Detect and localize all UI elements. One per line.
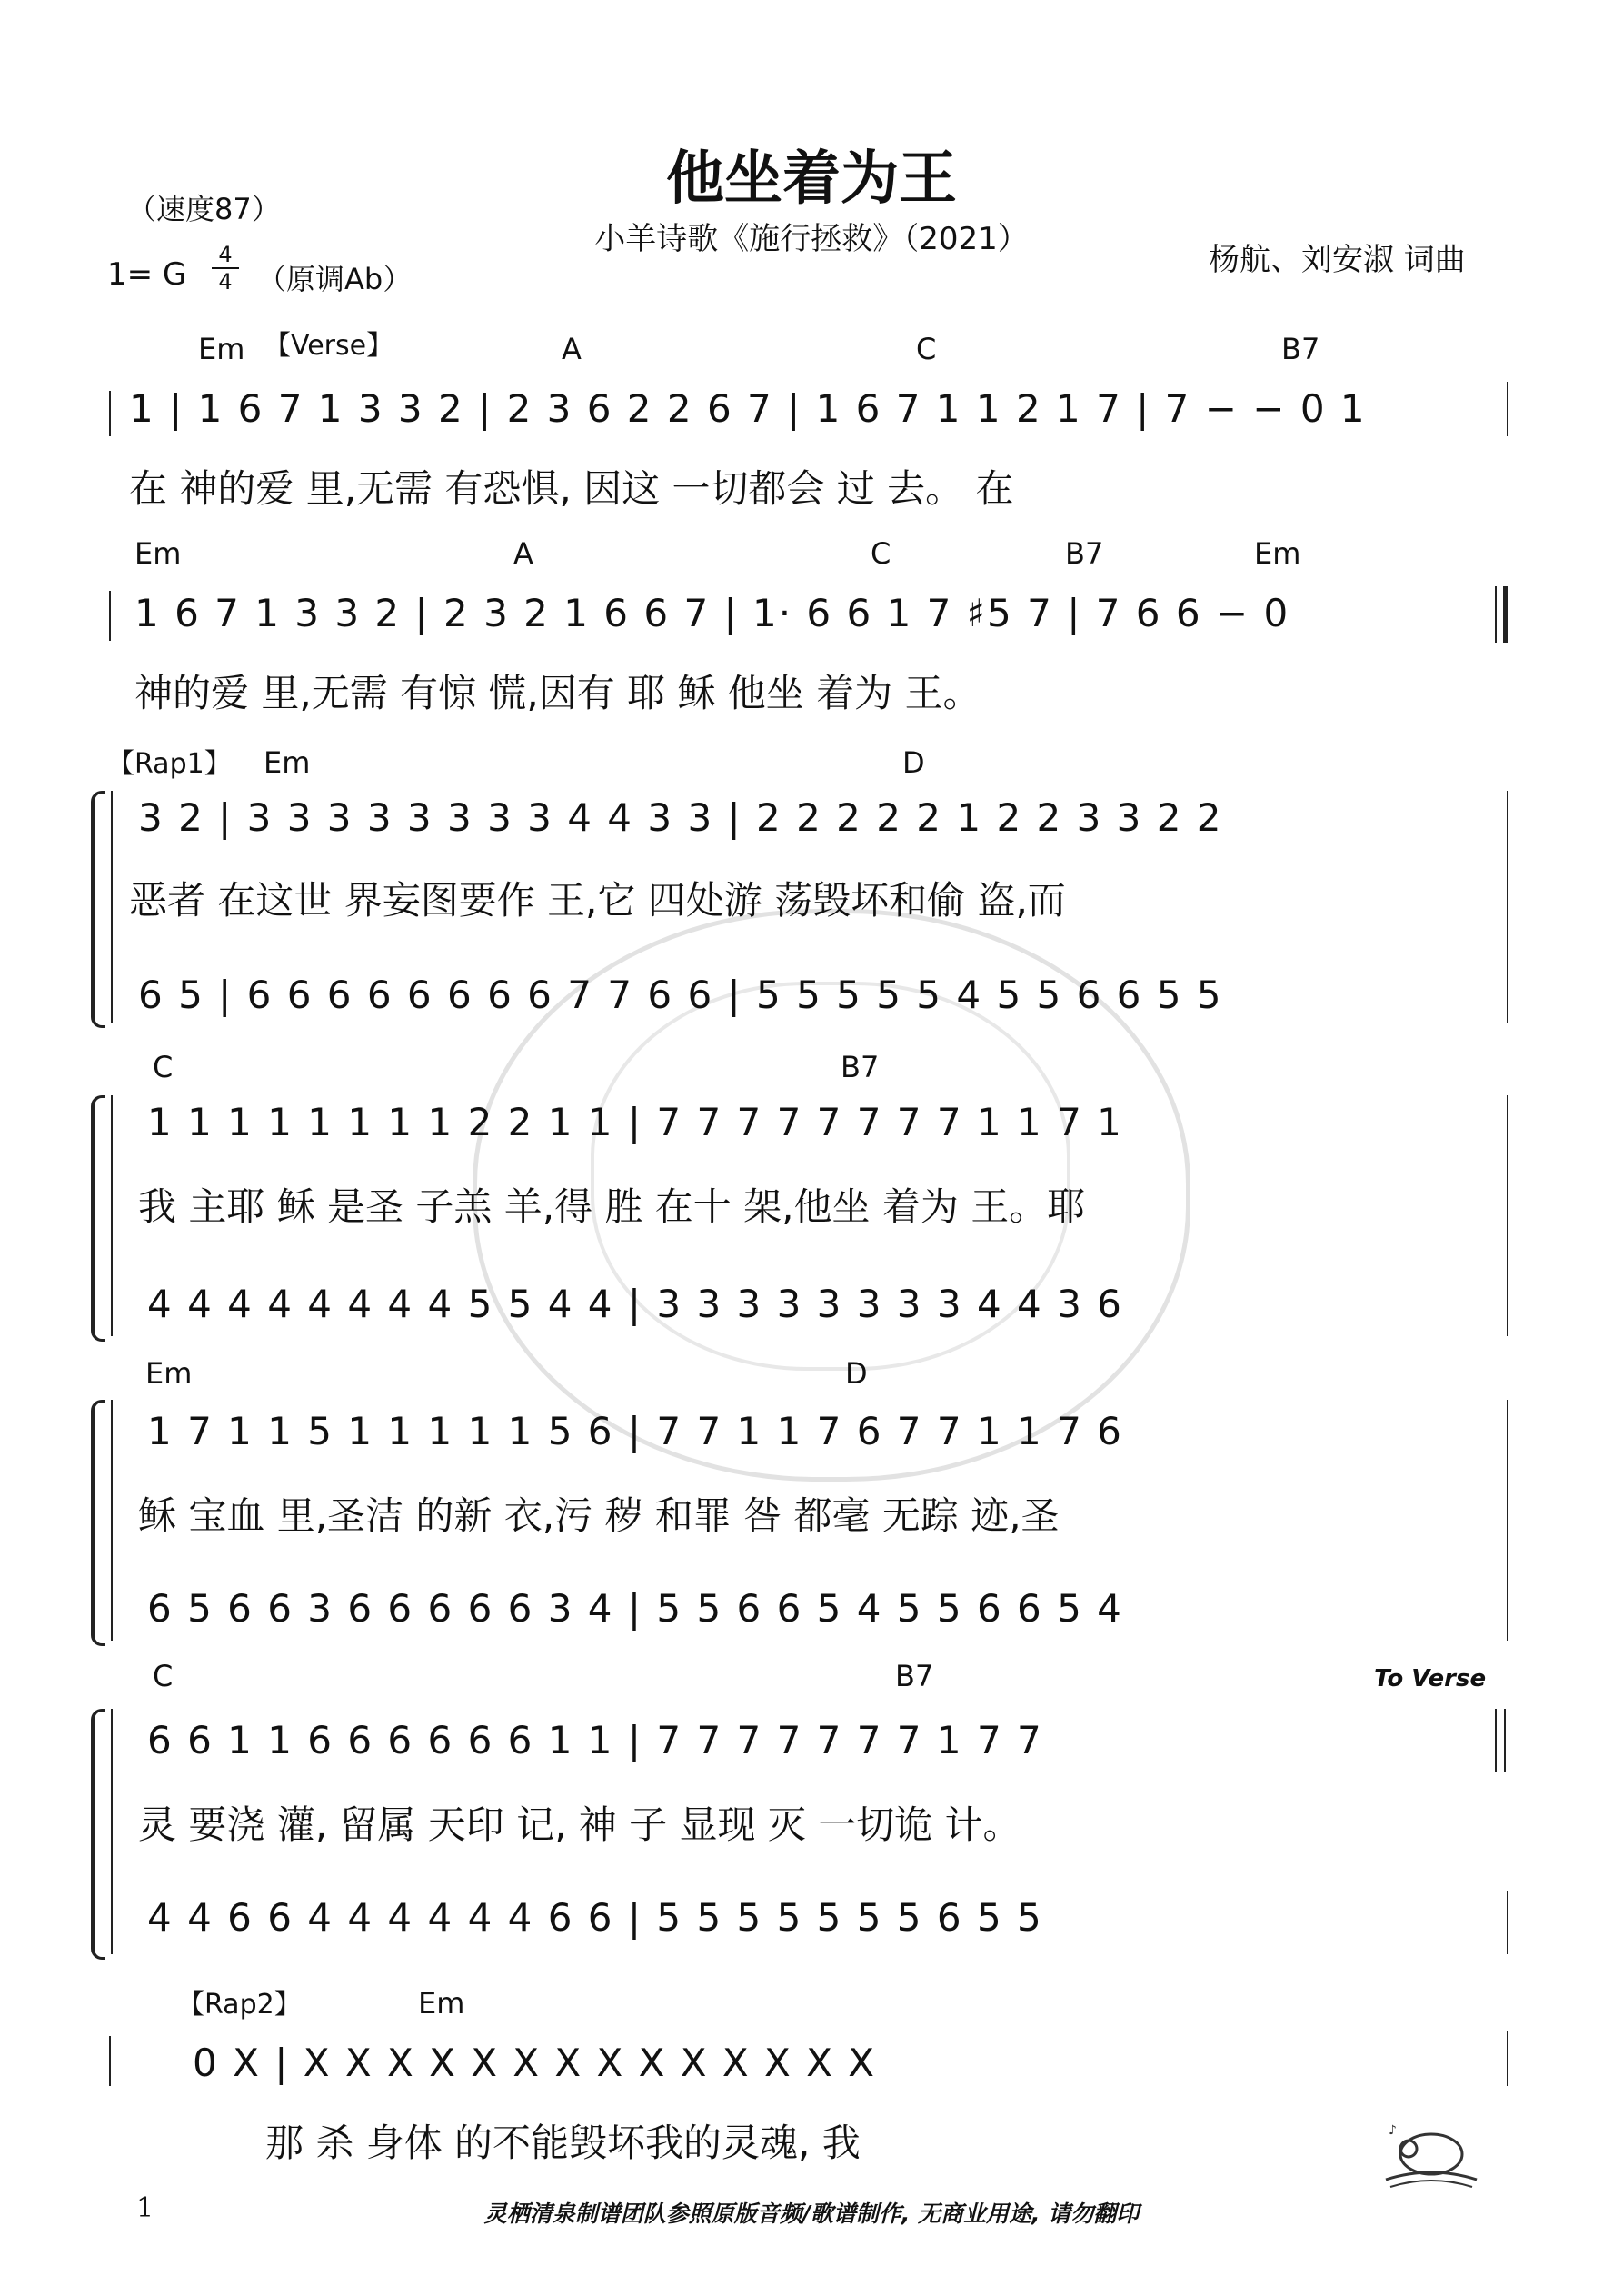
lyrics-line: 那 杀 身体 的不能毁坏我的灵魂, 我: [265, 2121, 861, 2165]
harmony-notes: 6 5 | 6 6 6 6 6 6 6 6 7 7 6 6 | 5 5 5 5 5 4 5 5 6 6 5 5: [138, 973, 1223, 1017]
chord: Em: [198, 332, 245, 366]
melody-notes: 6 6 1 1 6 6 6 6 6 6 1 1 | 7 7 7 7 7 7 7 1 7 7: [147, 1718, 1043, 1762]
page-number: 1: [136, 2192, 154, 2224]
chord: C: [871, 536, 891, 571]
melody-notes: 1 1 1 1 1 1 1 1 2 2 1 1 | 7 7 7 7 7 7 7 7 1 1 7 1: [147, 1100, 1123, 1144]
lyrics-line: 神的爱 里,无需 有惊 慌,因有 耶 稣 他坐 着为 王。: [134, 671, 981, 715]
section-label-rap2: 【Rap2】: [177, 1989, 302, 2021]
to-verse-marker: To Verse: [1374, 1665, 1487, 1692]
system-brace: [91, 1400, 105, 1646]
section-label-verse: 【Verse】: [264, 330, 394, 362]
tempo-marking: （速度87）: [127, 192, 281, 226]
chord: D: [845, 1356, 868, 1391]
svg-text:♪: ♪: [1389, 2123, 1397, 2138]
chord: B7: [1065, 536, 1104, 571]
melody-notes: 0 X | X X X X X X X X X X X X X X: [193, 2041, 877, 2085]
system-brace: [91, 791, 105, 1028]
time-signature: [212, 244, 239, 293]
section-label-rap1: 【Rap1】: [107, 748, 232, 780]
chord: B7: [841, 1050, 880, 1084]
system-brace: [91, 1709, 105, 1960]
lyrics-line: 恶者 在这世 界妄图要作 王,它 四处游 荡毁坏和偷 盗,而: [129, 878, 1066, 923]
chord: Em: [134, 536, 182, 571]
chord: D: [902, 745, 925, 780]
lyrics-line: 灵 要浇 灌, 留属 天印 记, 神 子 显现 灭 一切诡 计。: [138, 1802, 1021, 1847]
melody-notes: 1 7 1 1 5 1 1 1 1 1 5 6 | 7 7 1 1 7 6 7 7 1 1 7 6: [147, 1409, 1123, 1453]
lyrics-line: 稣 宝血 里,圣洁 的新 衣,污 秽 和罪 咎 都毫 无踪 迹,圣: [138, 1493, 1060, 1538]
page-title: 他坐着为王: [666, 145, 957, 213]
harmony-notes: 4 4 4 4 4 4 4 4 5 5 4 4 | 3 3 3 3 3 3 3 3 4 4 3 6: [147, 1282, 1123, 1326]
time-signature-top: 4: [218, 242, 233, 267]
key-signature: 1= G: [107, 256, 187, 293]
chord: Em: [145, 1356, 193, 1391]
harmony-notes: 4 4 6 6 4 4 4 4 4 4 6 6 | 5 5 5 5 5 5 5 6 5 5: [147, 1895, 1043, 1940]
chord: B7: [895, 1659, 934, 1693]
chord: Em: [418, 1986, 465, 2021]
footer-credit: 灵栖清泉制谱团队参照原版音频/歌谱制作, 无商业用途, 请勿翻印: [483, 2201, 1140, 2227]
chord: Em: [1254, 536, 1301, 571]
chord: C: [153, 1659, 174, 1693]
lyrics-line: 在 神的爱 里,无需 有恐惧, 因这 一切都会 过 去。 在: [129, 466, 1014, 511]
melody-notes: 3 2 | 3 3 3 3 3 3 3 3 4 4 3 3 | 2 2 2 2 2 1 2 2 3 3 2 2: [138, 795, 1223, 840]
chord: A: [562, 332, 582, 366]
time-signature-bottom: 4: [218, 269, 233, 294]
system-brace: [91, 1095, 105, 1342]
chord: C: [916, 332, 937, 366]
chord: A: [513, 536, 533, 571]
harmony-notes: 6 5 6 6 3 6 6 6 6 6 3 4 | 5 5 6 6 5 4 5 5 6 6 5 4: [147, 1586, 1123, 1631]
album-subtitle: 小羊诗歌《施行拯救》（2021）: [594, 221, 1029, 257]
composer-credit: 杨航、刘安淑 词曲: [1209, 242, 1466, 278]
lyrics-line: 我 主耶 稣 是圣 子羔 羊,得 胜 在十 架,他坐 着为 王。耶: [138, 1184, 1086, 1229]
melody-notes: 1 6 7 1 3 3 2 | 2 3 2 1 6 6 7 | 1· 6 6 1 7 ♯5 7 | 7 6 6 − 0: [134, 591, 1290, 635]
sheep-logo-icon: [1381, 2118, 1481, 2191]
melody-notes: 1 | 1 6 7 1 3 3 2 | 2 3 6 2 2 6 7 | 1 6 7 1 1 2 1 7 | 7 − − 0 1: [129, 386, 1367, 431]
chord: B7: [1281, 332, 1320, 366]
chord: Em: [264, 745, 311, 780]
chord: C: [153, 1050, 174, 1084]
original-key: （原调Ab）: [257, 262, 413, 296]
